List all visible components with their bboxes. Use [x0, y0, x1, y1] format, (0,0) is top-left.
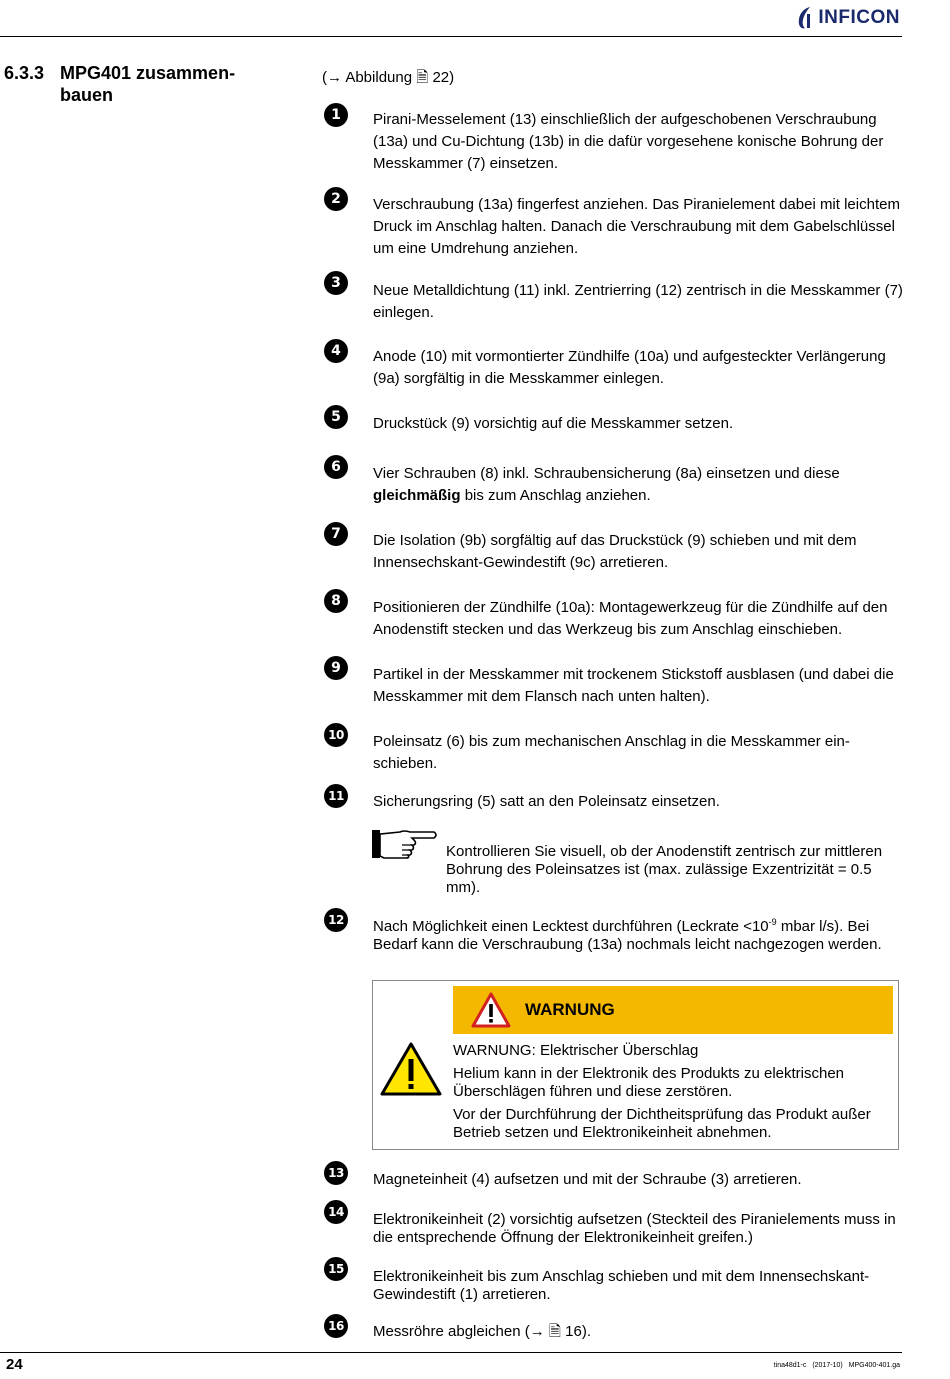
step-number-12: 12: [324, 908, 348, 932]
logo-text: INFICON: [818, 7, 900, 28]
section-heading: [4, 62, 264, 106]
pointing-hand-icon: [370, 826, 438, 867]
step-12-exponent: -9: [768, 917, 777, 927]
footer-rule: [0, 1352, 902, 1353]
step-number-2: 2: [324, 187, 348, 211]
step-text-8: Positionieren der Zündhilfe (10a): Montagewerkzeug für die Zündhilfe auf den Anodenstift stecken und das Werkzeug bis zum Anschlag einschieben.: [373, 599, 888, 638]
step-number-6: 6: [324, 455, 348, 479]
step-12-text-end: mbar l/s). Bei Bedarf kann die Verschraubung (13a) nochmals leicht nachgezogen werden.: [373, 918, 882, 953]
step-text-1: Pirani-Messelement (13) einschließlich der aufgeschobenen Verschraubung (13a) und Cu-Dichtung (13b) in die dafür vorgesehene konische Bohrung der Messkammer (7) einsetzen.: [373, 111, 884, 172]
step-12-text-start: Nach Möglichkeit einen Lecktest durchführen (Leckrate <10: [373, 918, 769, 935]
document-reference: tina48d1-c (2017-10) MPG400-401.ga: [773, 1362, 900, 1369]
warning-box: [372, 980, 899, 1150]
section-number: 6.3.3: [4, 63, 45, 83]
step-number-9: 9: [324, 656, 348, 680]
step-6-text-start: Vier Schrauben (8) inkl. Schraubensicherung (8a) einsetzen und diese: [373, 465, 840, 482]
step-text-10: Poleinsatz (6) bis zum mechanischen Anschlag in die Messkammer ein-schieben.: [373, 733, 850, 772]
section-title: MPG401 zusammen-bauen: [60, 63, 236, 105]
step-text-6: [373, 463, 903, 507]
step-text-16: Messröhre abgleichen (→ 🗎 16).: [373, 1323, 591, 1340]
step-number-10: 10: [324, 723, 348, 747]
step-text-14: Elektronikeinheit (2) vorsichtig aufsetzen (Steckteil des Piranielements muss in die entsprechende Öffnung der Elektronikeinheit greifen.): [373, 1211, 896, 1246]
note-text: Kontrollieren Sie visuell, ob der Anodenstift zentrisch zur mittleren Bohrung des Poleinsatzes ist (max. zulässige Exzentrizität = 0.5 mm).: [446, 843, 883, 896]
inficon-logo: [796, 6, 900, 30]
step-text-2: Verschraubung (13a) fingerfest anziehen. Das Piranielement dabei mit leichtem Druck im Anschlag halten. Danach die Verschraubung mit dem Gabelschlüssel um eine Umdrehung anziehen.: [373, 196, 900, 257]
step-number-3: 3: [324, 271, 348, 295]
warning-hazard-icon: [379, 1041, 443, 1102]
step-text-5: Druckstück (9) vorsichtig auf die Messkammer setzen.: [373, 415, 734, 432]
warning-heading: WARNUNG: Elektrischer Überschlag: [453, 1042, 699, 1059]
header-rule: [0, 36, 902, 37]
step-number-8: 8: [324, 589, 348, 613]
step-number-15: 15: [324, 1257, 348, 1281]
step-6-bold-word: gleichmäßig: [373, 487, 461, 504]
warning-triangle-icon: [471, 992, 511, 1028]
step-text-12: [373, 918, 903, 954]
step-text-3: Neue Metalldichtung (11) inkl. Zentrierring (12) zentrisch in die Messkammer (7) einlegen.: [373, 282, 903, 321]
warning-line-2: Vor der Durchführung der Dichtheitsprüfung das Produkt außer Betrieb setzen und Elektronikeinheit abnehmen.: [453, 1106, 871, 1141]
step-text-15: Elektronikeinheit bis zum Anschlag schieben und mit dem Innensechskant-Gewindestift (1) arretieren.: [373, 1268, 870, 1303]
step-text-9: Partikel in der Messkammer mit trockenem Stickstoff ausblasen (und dabei die Messkammer mit dem Flansch nach unten halten).: [373, 666, 894, 705]
step-number-5: 5: [324, 405, 348, 429]
step-number-1: 1: [324, 103, 348, 127]
step-number-7: 7: [324, 522, 348, 546]
step-number-4: 4: [324, 339, 348, 363]
step-text-4: Anode (10) mit vormontierter Zündhilfe (10a) und aufgesteckter Verlängerung (9a) sorgfältig in die Messkammer einlegen.: [373, 348, 886, 387]
step-text-13: Magneteinheit (4) aufsetzen und mit der Schraube (3) arretieren.: [373, 1171, 802, 1188]
step-number-13: 13: [324, 1161, 348, 1185]
step-text-11: Sicherungsring (5) satt an den Poleinsatz einsetzen.: [373, 793, 720, 810]
warning-line-1: Helium kann in der Elektronik des Produkts zu elektrischen Überschlägen führen und diese zerstören.: [453, 1065, 845, 1100]
warning-header: [453, 986, 893, 1034]
step-number-16: 16: [324, 1314, 348, 1338]
step-6-text-end: bis zum Anschlag anziehen.: [460, 487, 651, 504]
step-number-14: 14: [324, 1200, 348, 1224]
warning-content: [453, 1042, 893, 1147]
warning-title: WARNUNG: [525, 1000, 615, 1019]
step-number-11: 11: [324, 784, 348, 808]
step-text-7: Die Isolation (9b) sorgfältig auf das Druckstück (9) schieben und mit dem Innensechskant-Gewindestift (9c) arretieren.: [373, 532, 857, 571]
figure-reference: (→ Abbildung 🗎 22): [322, 69, 455, 86]
inficon-swoosh-icon: [796, 6, 816, 30]
page-number: 24: [6, 1356, 23, 1373]
